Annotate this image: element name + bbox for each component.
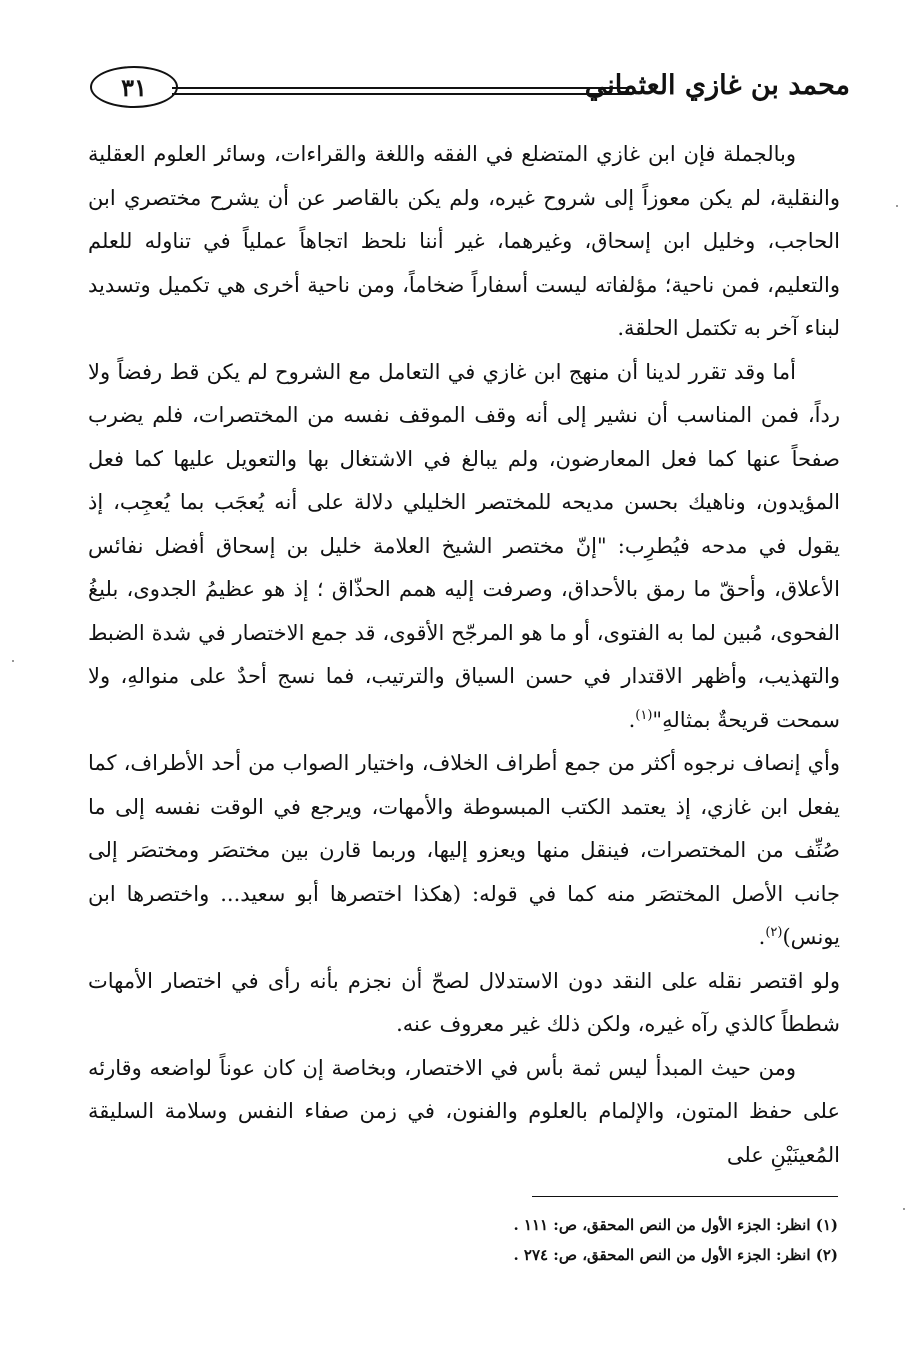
- page-number: ٣١: [121, 72, 147, 102]
- paragraph-2-text: أما وقد تقرر لدينا أن منهج ابن غازي في التعامل مع الشروح لم يكن قط رفضاً ولا رداً، فمن المناسب أن نشير إلى أنه وقف الموقف نفسه من المختصرات، فلم يضرب صفحاً عنها كما فعل المعارضون، ولم يبالغ في الاشتغال بها والتعويل عليها كما فعل المؤيدون، وناهيك بحسن مديحه للمختصر الخليلي دلالة على أنه يُعجَب بما يُعجِب، إذ يقول في مدحه فيُطرِب: "إنّ مختصر الشيخ العلامة خليل بن إسحاق أفضل نفائس الأعلاق، وأحقّ ما رمق بالأحداق، وصرفت إليه همم الحذّاق ؛ إذ هو عظيمُ الجدوى، بليغُ الفحوى، مُبين لما به الفتوى، أو ما هو المرجّح الأقوى، قد جمع الاختصار في شدة الضبط والتهذيب، وأظهر الاقتدار في حسن السياق والترتيب، فما نسج أحدٌ على منوالهِ، ولا سمحت قريحةٌ بمثالهِ": [88, 359, 840, 732]
- paragraph-5: ومن حيث المبدأ ليس ثمة بأس في الاختصار، وبخاصة إن كان عوناً لواضعه وقارئه على حفظ المتون، والإلمام بالعلوم والفنون، في زمن صفاء النفس وسلامة السليقة المُعينَيْنِ على: [88, 1055, 840, 1167]
- scan-speck: [12, 660, 14, 662]
- footnote-2: (٢) انظر: الجزء الأول من النص المحقق، ص: ٢٧٤ .: [513, 1246, 838, 1264]
- paragraph-2: أما وقد تقرر لدينا أن منهج ابن غازي في التعامل مع الشروح لم يكن قط رفضاً ولا رداً، فمن المناسب أن نشير إلى أنه وقف الموقف نفسه من المختصرات، فلم يضرب صفحاً عنها كما فعل المعارضون، ولم يبالغ في الاشتغال بها والتعويل عليها كما فعل المؤيدون، وناهيك بحسن مديحه للمختصر الخليلي دلالة على أنه يُعجَب بما يُعجِب، إذ يقول في مدحه فيُطرِب: "إنّ مختصر الشيخ العلامة خليل بن إسحاق أفضل نفائس الأعلاق، وأحقّ ما رمق بالأحداق، وصرفت إليه همم الحذّاق ؛ إذ هو عظيمُ الجدوى، بليغُ الفحوى، مُبين لما به الفتوى، أو ما هو المرجّح الأقوى، قد جمع الاختصار في شدة الضبط والتهذيب، وأظهر الاقتدار في حسن السياق والترتيب، فما نسج أحدٌ على منوالهِ، ولا سمحت قريحةٌ بمثالهِ"$^{(١)}$.: [88, 359, 840, 732]
- footnote-separator: [532, 1196, 838, 1197]
- main-text: [88, 133, 840, 1177]
- footnotes: [440, 1210, 838, 1270]
- footnote-1: (١) انظر: الجزء الأول من النص المحقق، ص: ١١١ .: [513, 1216, 838, 1234]
- header-double-rule: [172, 87, 630, 95]
- scan-speck: [896, 205, 898, 207]
- paragraph-3: وأي إنصاف نرجوه أكثر من جمع أطراف الخلاف، واختيار الصواب من أحد الأطراف، كما يفعل ابن غازي، إذ يعتمد الكتب المبسوطة والأمهات، ويرجع في الوقت نفسه إلى ما صُنِّف من المختصرات، فينقل منها ويعزو إليها، وربما قارن بين مختصَر ومختصَر إلى جانب الأصل المختصَر منه كما في قوله: (هكذا اختصرها أبو سعيد... واختصرها ابن يونس)$^{(٢)}$.: [88, 751, 840, 949]
- footnote-ref-2[interactable]: (٢): [765, 925, 783, 940]
- footnote-ref-1[interactable]: (١): [635, 707, 653, 723]
- page-number-badge: [90, 66, 178, 108]
- scan-speck: [903, 1208, 905, 1210]
- page-header: [90, 62, 850, 122]
- paragraph-4: ولو اقتصر نقله على النقد دون الاستدلال لصحّ أن نجزم بأنه رأى في اختصار الأمهات شططاً كالذي رآه غيره، ولكن ذلك غير معروف عنه.: [88, 968, 840, 1036]
- paragraph-3-text: وأي إنصاف نرجوه أكثر من جمع أطراف الخلاف، واختيار الصواب من أحد الأطراف، كما يفعل ابن غازي، إذ يعتمد الكتب المبسوطة والأمهات، ويرجع في الوقت نفسه إلى ما صُنِّف من المختصرات، فينقل منها ويعزو إليها، وربما قارن بين مختصَر ومختصَر إلى جانب الأصل المختصَر منه كما في قوله: (هكذا اختصرها أبو سعيد... واختصرها ابن يونس): [88, 751, 840, 949]
- running-title: محمد بن غازي العثماني: [584, 70, 850, 101]
- paragraph-1: وبالجملة فإن ابن غازي المتضلع في الفقه واللغة والقراءات، وسائر العلوم العقلية والنقلية، لم يكن معوزاً إلى شروح غيره، ولم يكن بالقاصر عن أن يشرح مختصري ابن الحاجب، وخليل ابن إسحاق، وغيرهما، غير أننا نلحظ اتجاهاً عملياً في تناوله للعلم والتعليم، فمن ناحية؛ مؤلفاته ليست أسفاراً ضخاماً، ومن ناحية أخرى هي تكميل وتسديد لبناء آخر به تكتمل الحلقة.: [88, 142, 840, 340]
